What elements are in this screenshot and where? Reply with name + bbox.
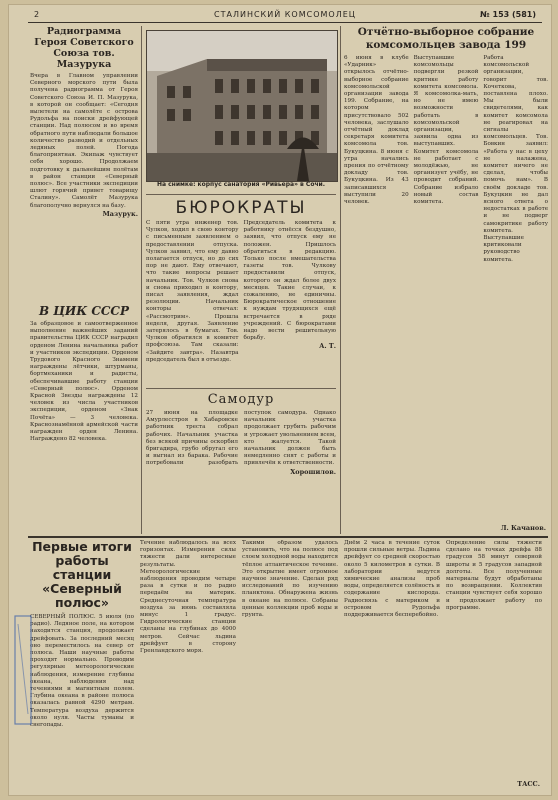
radiogram-article bbox=[30, 26, 138, 296]
north-pole-col2: Течение наблюдалось на всех горизонтах. Измерения силы тяжести дали интересные результаты. Метеорологические наблюдения проводим четыре раза в сутки и по радио передаём на материк. Среднесуточная температура воздуха за июнь составляла минус 1 градус. Гидрологические станции сделаны на глубинах до 4000 метров. Сейчас льдина дрейфует в сторону Гренландского моря. bbox=[140, 540, 236, 655]
radiogram-signature: Мазурук. bbox=[102, 209, 138, 218]
elections-title: Отчётно-выборное собрание комсомольцев завода 199 bbox=[357, 26, 535, 51]
elections-signature: Л. Качанов. bbox=[500, 524, 546, 532]
north-pole-col4: Днём 2 часа в течение суток прошли сильные ветры. Льдина дрейфует со средней скоростью около 5 километров в сутки. В лаборатории ведутся химические анализы проб воды, определяется солёность и содержание кислорода. Радиосвязь с материком и островом Рудольфа поддерживается бесперебойно. bbox=[344, 540, 440, 619]
page-header bbox=[28, 10, 542, 23]
samodur-title: Самодур bbox=[207, 392, 275, 407]
north-pole-signature: ТАСС. bbox=[517, 780, 540, 788]
radiogram-title: Радиограмма Героя Советского Союза тов. Мазурука bbox=[34, 26, 134, 70]
newspaper-page bbox=[8, 4, 552, 796]
bureaucrats-signature: А. Т. bbox=[319, 342, 336, 351]
north-pole-title: Первые итоги работы станции «Северный полюс» bbox=[32, 540, 132, 610]
north-pole-col5: Определение силы тяжести сделано на точках дрейфа 88 градусов 58 минут северной широты и 5 градусов западной долготы. Все полученные материалы будут обработаны по возвращении. Коллектив станции чувствует себя хорошо и продолжает работу по программе. bbox=[446, 540, 542, 611]
bureaucrats-col2: Председатель комитета к работнику отнёсся бездушно, заявил, что отпуск ему не положен. Пришлось обратиться в редакцию. Только после вмешательства газеты тов. Чулкову предоставили отпуск, которого он ждал более двух месяцев. Такие случаи, к сожалению, не единичны. Бюрократическое отношение к нуждам трудящихся ещё встречается в ряде учреждений. С бюрократами надо вести решительную борьбу. bbox=[243, 220, 336, 342]
bureaucrats-article bbox=[146, 198, 336, 386]
cik-title: В ЦИК СССР bbox=[38, 304, 130, 318]
north-pole-col3: Такими образом удалось установить, что на полюсе под слоем холодной воды находится тёплое атлантическое течение. Это открытие имеет огромное научное значение. Сделан ряд исследований по изучению планктона. Обнаружена жизнь в океане на полюсе. Собраны ценные коллекции проб воды и грунта. bbox=[242, 540, 338, 619]
archive-stamp bbox=[12, 614, 34, 726]
samodur-body: 27 июня на площадке Амурлесстроя в Хабаровске работник треста собрал рабочих. Начальник участка без всякой причины оскорбил бригадира, грубо обругал его и выгнал из барака. Рабочие потребовали разобрать поступок самодура. Однако начальник участка продолжает грубить рабочим и угрожает увольнением всем, кто жалуется. Такой начальник должен быть немедленно снят с работы и привлечён к ответственности. bbox=[146, 410, 336, 467]
issue-number: № 153 (581) bbox=[480, 10, 536, 19]
elections-col2: Выступавшие комсомольцы подвергли резкой критике работу комитета комсомола. Я комсомолка-мать, но не имею возможности работать в комсомольской организации, заявила одна из выступавших. Комитет комсомола не работает с молодёжью, не организует учёбу, не проводит собраний. Собрание избрало новый состав комитета. bbox=[413, 55, 479, 206]
samodur-article bbox=[146, 392, 336, 532]
photo-caption: На снимке: корпус санатория «Ривьера» в Сочи. bbox=[156, 181, 326, 188]
elections-col1: 6 июня в клубе «Ударник» открылось отчётно-выборное собрание комсомольской организации завода 199. Собрание, на котором присутствовало 502 человека, заслушало отчётный доклад секретаря комитета комсомола тов. Букуцкина. 8 июня с утра начались прения по отчётному докладу тов. Букуцкина. Из 43 записавшихся выступили 20 человек. bbox=[344, 55, 409, 206]
elections-article bbox=[344, 26, 548, 534]
north-pole-article bbox=[30, 540, 548, 792]
north-pole-col1: СЕВЕРНЫЙ ПОЛЮС. 5 июля (по радио). Ледяное поле, на котором находится станция, продолжает дрейфовать. За последний месяц оно переместилось на север от полюса. Наши научные работы проходят нормально. Проводим регулярные метеорологические наблюдения, измерение глубины океана, наблюдения над течениями и магнитным полем. Глубина океана в районе полюса оказалась равной 4290 метрам. Температура воздуха держится около нуля. Часты туманы и снегопады. bbox=[30, 614, 134, 729]
cik-article bbox=[30, 304, 138, 532]
bureaucrats-col1: С пяти утра инженер тов. Чулков, ходил в свою контору с письменным заявлением о предоставлении отпуска. Чулков заявил, что ему давно полагается отпуск, но до сих пор не дают. Ему отвечают, что такие вопросы решает начальник. Тов. Чулков снова и снова приходил в контору, писал заявления, ждал резолюции. Начальник конторы отвечал: «Рассмотрим». Прошла неделя, другая. Заявление затерялось в бумагах. Тов. Чулков обратился в комитет профсоюза. Там сказали: «Зайдите завтра». Назавтра председатель был в отъезде. bbox=[146, 220, 239, 363]
sanatorium-photo bbox=[146, 30, 338, 182]
elections-col3: Работа комсомольской организации, говорит тов. Кочеткова, поставлена плохо. Мы были свидетелями, как комитет комсомола не реагировал на сигналы комсомольцев. Тов. Бовкин заявил: «Работа у нас в цеху не налажена, комитет ничего не сделал, чтобы помочь нам». В своём докладе тов. Букуцкин не дал ясного ответа о недостатках в работе и не подверг самокритике работу комитета. Выступавшие критиковали руководство комитета. bbox=[483, 55, 548, 263]
cik-body: За образцовое и самоотверженное выполнение важнейших заданий правительства ЦИК СССР наградил орденом Ленина начальника работ и участников экспедиции. Орденом Трудового Красного Знамени награждены лётчики, штурманы, бортмеханики и радисты, обеспечивавшие работу станции «Северный полюс». Орденом Красной Звезды награждены 12 человек из числа участников экспедиции, орденом «Знак Почёта» — 3 человека. Краснознамённой армейской части награжден орден Ленина. Награждено 82 человека. bbox=[30, 321, 138, 443]
newspaper-name: СТАЛИНСКИЙ КОМСОМОЛЕЦ bbox=[214, 10, 356, 19]
bureaucrats-title: БЮРОКРАТЫ bbox=[175, 198, 307, 218]
samodur-signature: Хорошилов. bbox=[290, 467, 336, 476]
radiogram-body: Вчера в Главном управлении Северного морского пути была получена радиограмма от Героя Советского Союза И. П. Мазурука, в которой он сообщает: «Сегодня вылетели на самолёте с острова Рудольфа на поиски дрейфующей станции. Над полюсом и во время обратного пути наблюдали большое количество разводий и отдельных ледяных полей. Погода благоприятная. Экипаж чувствует себя хорошо. Продолжаем подготовку к дальнейшим полётам в район станции «Северный полюс». Все участники экспедиции шлют горячий привет товарищу Сталину». Самолёт Мазурука благополучно вернулся на базу. bbox=[30, 73, 138, 209]
page-number: 2 bbox=[34, 10, 40, 19]
